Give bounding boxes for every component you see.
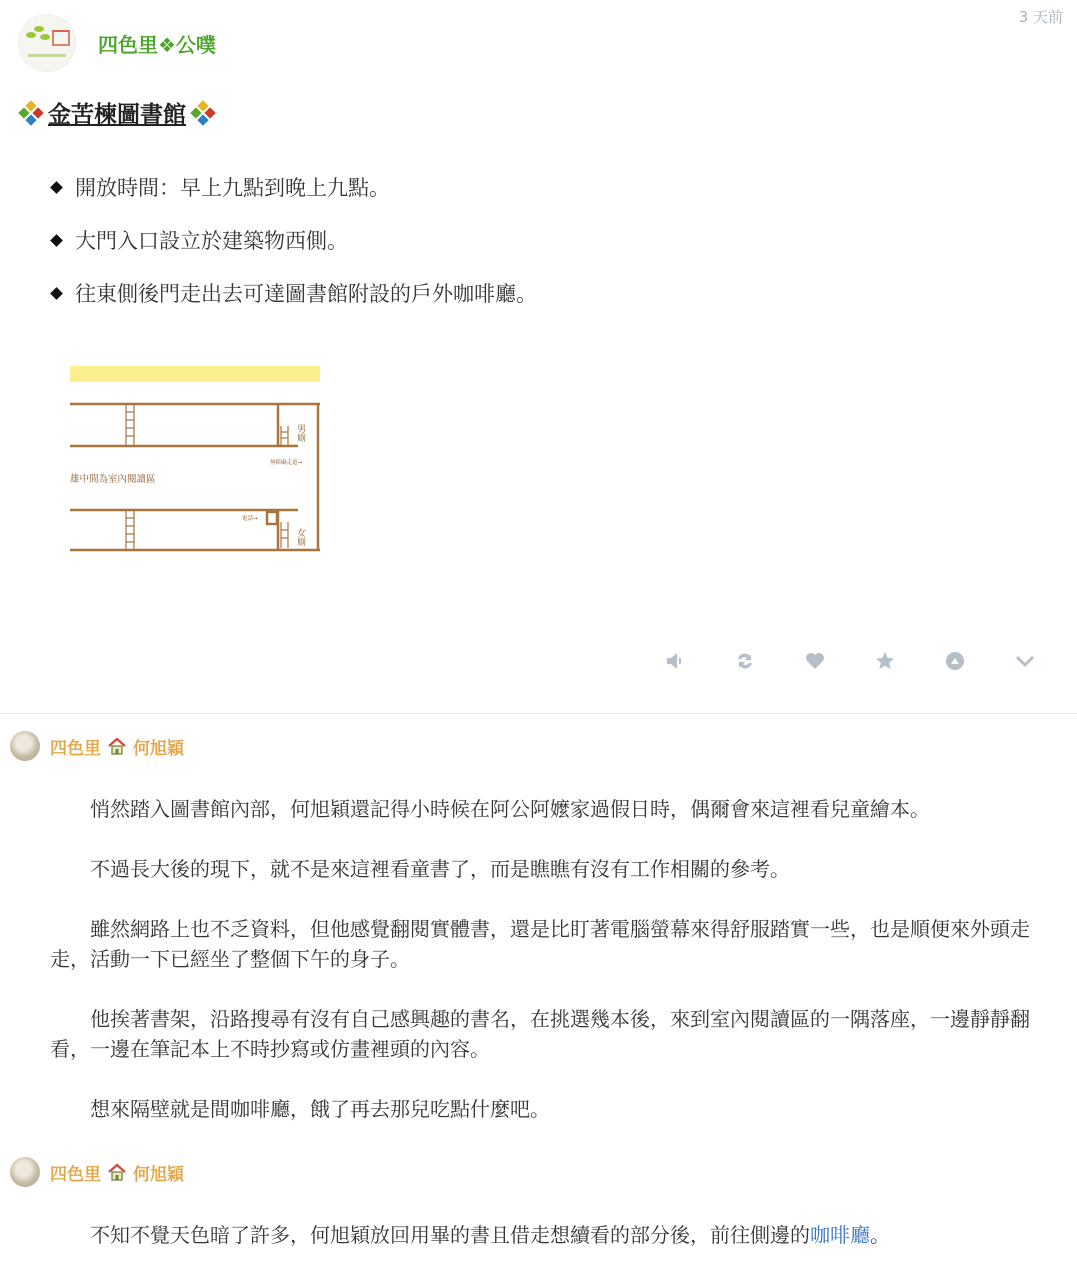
- reply-paragraph: 想來隔壁就是間咖啡廳，餓了再去那兒吃點什麼吧。: [90, 1097, 550, 1121]
- author-avatar[interactable]: [18, 14, 76, 72]
- post-action-bar: [660, 650, 1077, 672]
- reply-author-name[interactable]: 何旭穎: [133, 1164, 184, 1185]
- favorite-button[interactable]: [870, 650, 940, 672]
- reply-author-prefix[interactable]: 四色里: [50, 738, 101, 759]
- list-item: 開放時間：早上九點到晚上九點。: [48, 168, 537, 206]
- reply-header: [10, 731, 184, 761]
- reply-avatar[interactable]: [10, 1157, 40, 1187]
- house-icon: [107, 736, 127, 756]
- mute-icon: [664, 650, 686, 672]
- cafe-link[interactable]: 咖啡廳: [810, 1223, 870, 1247]
- like-icon: [804, 650, 826, 672]
- women-restroom-label: 女廁: [295, 528, 305, 546]
- mute-button[interactable]: [660, 650, 730, 672]
- list-item: 大門入口設立於建築物西側。: [48, 221, 537, 259]
- reply-author-name[interactable]: 何旭穎: [133, 738, 184, 759]
- reply-avatar[interactable]: [10, 731, 40, 761]
- diamond-bullet-icon: [50, 181, 63, 194]
- four-color-diamond-icon: [190, 100, 215, 125]
- four-color-diamond-icon: [18, 100, 43, 125]
- divider: [0, 713, 1077, 714]
- post-author[interactable]: 四色里❖公噗: [98, 32, 216, 57]
- expand-button[interactable]: [1010, 650, 1077, 672]
- post-bullet-list: [48, 168, 537, 327]
- post-title: 金苦楝圖書館: [48, 102, 186, 128]
- post-header: [18, 14, 216, 72]
- diamond-bullet-icon: [50, 234, 63, 247]
- share-icon: [944, 650, 966, 672]
- reply-header: [10, 1157, 184, 1187]
- reply-paragraph: 他挨著書架，沿路搜尋有沒有自己感興趣的書名，在挑選幾本後，來到室內閱讀區的一隅落座，一邊靜靜翻看，一邊在筆記本上不時抄寫或仿畫裡頭的內容。: [50, 1007, 1030, 1061]
- floorplan-image[interactable]: [70, 362, 322, 556]
- reading-area-label: 雄中間為室內閱讀區: [70, 474, 156, 485]
- replurk-button[interactable]: [730, 650, 800, 672]
- phone-label: 電話→: [242, 516, 258, 522]
- list-item: 往東側後門走出去可達圖書館附設的戶外咖啡廳。: [48, 274, 537, 312]
- like-button[interactable]: [800, 650, 870, 672]
- post-timestamp: 3 天前: [1018, 8, 1063, 26]
- replurk-icon: [734, 650, 756, 672]
- chevron-down-icon: [1014, 650, 1036, 672]
- accessible-path-label: 無障礙走道→: [270, 460, 303, 466]
- house-icon: [107, 1162, 127, 1182]
- diamond-bullet-icon: [50, 287, 63, 300]
- reply-content: [50, 1220, 1035, 1280]
- reply-author-prefix[interactable]: 四色里: [50, 1164, 101, 1185]
- reply-content: [50, 794, 1035, 1154]
- reply-paragraph: 雖然網路上也不乏資料，但他感覺翻閱實體書，還是比盯著電腦螢幕來得舒服踏實一些，也是順便來外頭走走，活動一下已經坐了整個下午的身子。: [50, 917, 1030, 971]
- post-title-row: [22, 96, 212, 129]
- reply-paragraph: 悄然踏入圖書館內部，何旭穎還記得小時候在阿公阿嬤家過假日時，偶爾會來這裡看兒童繪本。: [90, 797, 930, 821]
- reply-paragraph: 不過長大後的現下，就不是來這裡看童書了，而是瞧瞧有沒有工作相關的參考。: [90, 857, 790, 881]
- reply-paragraph: 不知不覺天色暗了許多，何旭穎放回用畢的書且借走想續看的部分後，前往側邊的咖啡廳。: [90, 1223, 890, 1247]
- favorite-icon: [874, 650, 896, 672]
- men-restroom-label: 男廁: [295, 424, 305, 442]
- share-button[interactable]: [940, 650, 1010, 672]
